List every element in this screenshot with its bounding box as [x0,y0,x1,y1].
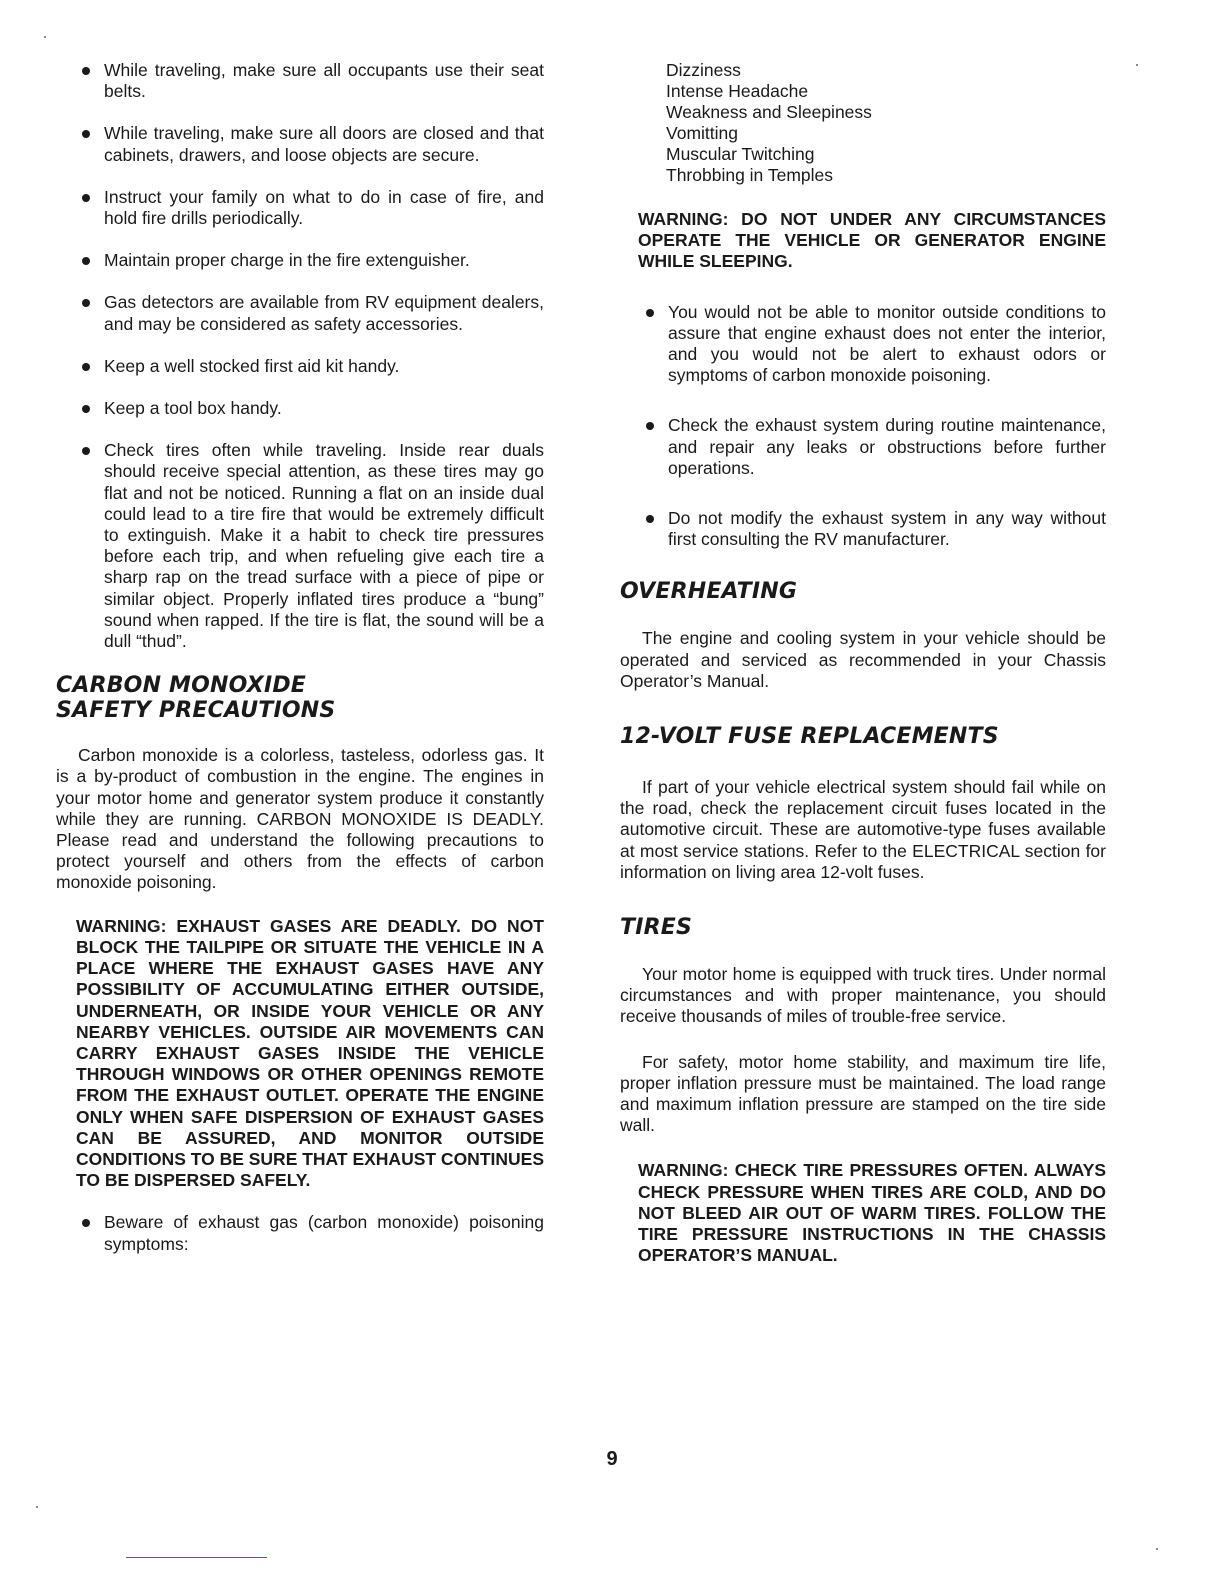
symptom-item: Weakness and Sleepiness [666,102,872,122]
list-item: While traveling, make sure all doors are closed and that cabinets, drawers, and loose objects are secure. [56,123,544,165]
list-item: Do not modify the exhaust system in any way without first consulting the RV manufacturer. [620,508,1106,550]
exhaust-warning: WARNING: EXHAUST GASES ARE DEADLY. DO NOT BLOCK THE TAILPIPE OR SITUATE THE VEHICLE IN A PLACE WHERE THE EXHAUST GASES HAVE ANY POSSIBILITY OF ACCUMULATING EITHER OUTSIDE, UNDERNEATH, OR INSIDE YOUR VEHICLE OR ANY NEARBY VEHICLES. OUTSIDE AIR MOVEMENTS CAN CARRY EXHAUST GASES INSIDE THE VEHICLE THROUGH WINDOWS OR OTHER OPENINGS REMOTE FROM THE EXHAUST OUTLET. OPERATE THE ENGINE ONLY WHEN SAFE DISPERSION OF EXHAUST GASES CAN BE ASSURED, AND MONITOR OUTSIDE CONDITIONS TO BE SURE THAT EXHAUST CONTINUES TO BE DISPERSED SAFELY. [76,915,544,1191]
symptom-item: Vomitting [666,123,738,143]
list-item: You would not be able to monitor outside conditions to assure that engine exhaust does not enter the interior, and you would not be alert to exhaust odors or symptoms of carbon monoxide poisoning. [620,302,1106,387]
scan-speck [1136,64,1138,66]
safety-tips-list [56,60,544,652]
tires-text: For safety, motor home stability, and maximum tire life, proper inflation pressure must be maintained. The load range and maximum inflation pressure are stamped on the tire side wall. [620,1051,1106,1136]
symptom-item: Dizziness [666,60,741,80]
symptom-item: Muscular Twitching [666,144,815,164]
sleep-warning: WARNING: DO NOT UNDER ANY CIRCUMSTANCES OPERATE THE VEHICLE OR GENERATOR ENGINE WHILE SLEEPING. [638,209,1106,272]
list-item: While traveling, make sure all occupants use their seat belts. [56,60,544,102]
carbon-monoxide-heading [56,673,544,723]
heading-line: CARBON MONOXIDE [56,673,307,699]
list-item: Beware of exhaust gas (carbon monoxide) poisoning symptoms: [56,1212,544,1254]
list-item: Keep a well stocked first aid kit handy. [56,356,544,377]
list-item: Keep a tool box handy. [56,398,544,419]
fuse-heading: 12-VOLT FUSE REPLACEMENTS [620,724,999,750]
symptom-item: Intense Headache [666,81,809,101]
list-item: Check tires often while traveling. Inside rear duals should receive special attention, as these tires may go flat and not be noticed. Running a flat on an inside dual could lead to a tire fire that would be extremely difficult to extinguish. Make it a habit to check tire pressures before each trip, and when refueling give each tire a sharp rap on the tread surface with a piece of pipe or similar object. Properly inflated tires produce a “bung” sound when rapped. If the tire is flat, the sound will be a dull “thud”. [56,440,544,652]
carbon-monoxide-intro: Carbon monoxide is a colorless, tasteless, odorless gas. It is a by-product of combustion in the engine. The engines in your motor home and generator system produce it constantly while they are running. CARBON MONOXIDE IS DEADLY. Please read and understand the following precautions to protect yourself and others from the effects of carbon monoxide poisoning. [56,745,544,893]
scan-speck [1156,1548,1158,1550]
fuse-text: If part of your vehicle electrical system should fail while on the road, check the replacement circuit fuses located in the automotive circuit. These are automotive-type fuses available at most service stations. Refer to the ELECTRICAL section for information on living area 12-volt fuses. [620,777,1106,882]
heading-line: SAFETY PRECAUTIONS [56,698,336,724]
tires-text: Your motor home is equipped with truck tires. Under normal circumstances and with proper maintenance, you should receive thousands of miles of trouble-free service. [620,964,1106,1027]
page-number: 9 [606,1448,618,1470]
footer-rule [126,1557,267,1558]
scan-speck [44,36,46,38]
symptom-item: Throbbing in Temples [666,165,833,185]
left-column [56,60,544,1255]
list-item: Instruct your family on what to do in case of fire, and hold fire drills periodically. [56,187,544,229]
symptoms-bullet-list [56,1212,544,1254]
scan-speck [36,1506,38,1508]
tire-pressure-warning: WARNING: CHECK TIRE PRESSURES OFTEN. ALWAYS CHECK PRESSURE WHEN TIRES ARE COLD, AND DO NOT BLEED AIR OUT OF WARM TIRES. FOLLOW THE TIRE PRESSURE INSTRUCTIONS IN THE CHASSIS OPERATOR’S MANUAL. [638,1160,1106,1266]
right-column [620,60,1106,1267]
tires-heading: TIRES [620,915,693,941]
overheating-text: The engine and cooling system in your vehicle should be operated and serviced as recommended in your Chassis Operator’s Manual. [620,628,1106,691]
overheating-heading: OVERHEATING [620,579,798,605]
list-item: Check the exhaust system during routine maintenance, and repair any leaks or obstructions before further operations. [620,415,1106,479]
symptoms-list [620,60,1106,186]
list-item: Gas detectors are available from RV equipment dealers, and may be considered as safety accessories. [56,292,544,334]
list-item: Maintain proper charge in the fire extenguisher. [56,250,544,271]
exhaust-tips-list [620,302,1106,551]
